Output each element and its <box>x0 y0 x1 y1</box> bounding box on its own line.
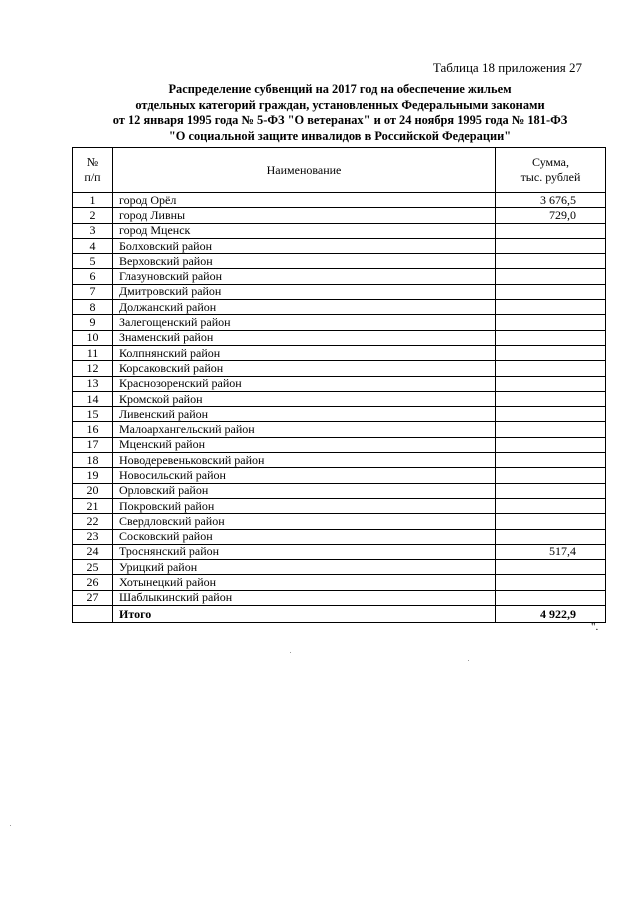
table-row <box>73 437 606 452</box>
row-num: 6 <box>73 269 113 284</box>
table-row <box>73 575 606 590</box>
row-num: 16 <box>73 422 113 437</box>
table-row <box>73 422 606 437</box>
row-name: Шаблыкинский район <box>113 590 496 605</box>
row-sum <box>496 529 606 544</box>
table-row <box>73 208 606 223</box>
row-sum <box>496 238 606 253</box>
total-label: Итого <box>113 606 496 623</box>
title-line-3: от 12 января 1995 года № 5-ФЗ "О ветеранах" и от 24 ноября 1995 года № 181-ФЗ <box>112 113 568 127</box>
row-num: 21 <box>73 498 113 513</box>
table-row <box>73 468 606 483</box>
table-row <box>73 345 606 360</box>
row-num: 15 <box>73 407 113 422</box>
header-sum-line-2: тыс. рублей <box>520 170 581 184</box>
header-num <box>73 148 113 193</box>
row-name: Троснянский район <box>113 544 496 559</box>
row-sum <box>496 590 606 605</box>
row-name: город Мценск <box>113 223 496 238</box>
table-header-row <box>73 148 606 193</box>
row-name: город Орёл <box>113 193 496 208</box>
row-sum <box>496 315 606 330</box>
row-name: Краснозоренский район <box>113 376 496 391</box>
scan-speck <box>10 825 11 826</box>
row-num: 5 <box>73 254 113 269</box>
row-name: Новодеревеньковский район <box>113 453 496 468</box>
row-sum: 729,0 <box>496 208 606 223</box>
table-row <box>73 193 606 208</box>
row-num: 27 <box>73 590 113 605</box>
row-sum <box>496 330 606 345</box>
header-name: Наименование <box>113 148 496 193</box>
table-row <box>73 590 606 605</box>
row-name: Орловский район <box>113 483 496 498</box>
row-sum <box>496 422 606 437</box>
row-name: Дмитровский район <box>113 284 496 299</box>
table-row <box>73 544 606 559</box>
table-row <box>73 560 606 575</box>
row-num: 14 <box>73 391 113 406</box>
row-num: 26 <box>73 575 113 590</box>
table-row <box>73 330 606 345</box>
total-sum: 4 922,9 <box>496 606 606 623</box>
row-sum <box>496 376 606 391</box>
row-name: Покровский район <box>113 498 496 513</box>
row-name: Корсаковский район <box>113 361 496 376</box>
row-num: 1 <box>73 193 113 208</box>
row-name: Свердловский район <box>113 514 496 529</box>
row-num: 7 <box>73 284 113 299</box>
table-row <box>73 514 606 529</box>
row-name: Должанский район <box>113 300 496 315</box>
row-sum <box>496 575 606 590</box>
title-line-2: отдельных категорий граждан, установленных Федеральными законами <box>135 97 545 112</box>
row-num: 20 <box>73 483 113 498</box>
total-row <box>73 606 606 623</box>
row-sum <box>496 468 606 483</box>
scan-speck <box>468 660 469 661</box>
row-num: 22 <box>73 514 113 529</box>
table-row <box>73 453 606 468</box>
row-sum <box>496 514 606 529</box>
row-sum <box>496 483 606 498</box>
row-num: 11 <box>73 345 113 360</box>
row-num: 25 <box>73 560 113 575</box>
row-name: Знаменский район <box>113 330 496 345</box>
row-num: 9 <box>73 315 113 330</box>
table-row <box>73 391 606 406</box>
table-row <box>73 238 606 253</box>
table-row <box>73 284 606 299</box>
row-sum <box>496 345 606 360</box>
row-sum: 517,4 <box>496 544 606 559</box>
row-num: 4 <box>73 238 113 253</box>
row-name: Мценский район <box>113 437 496 452</box>
total-num-cell <box>73 606 113 623</box>
row-num: 18 <box>73 453 113 468</box>
table-row <box>73 361 606 376</box>
row-name: Залегощенский район <box>113 315 496 330</box>
row-sum <box>496 284 606 299</box>
row-sum <box>496 269 606 284</box>
row-num: 3 <box>73 223 113 238</box>
table-row <box>73 407 606 422</box>
row-name: Колпнянский район <box>113 345 496 360</box>
row-num: 24 <box>73 544 113 559</box>
table-row <box>73 529 606 544</box>
table-row <box>73 300 606 315</box>
row-sum <box>496 391 606 406</box>
document-title <box>70 82 610 144</box>
row-sum <box>496 407 606 422</box>
closing-quote: ". <box>591 621 599 633</box>
subsidy-table <box>72 147 606 623</box>
row-sum <box>496 560 606 575</box>
row-name: Урицкий район <box>113 560 496 575</box>
row-name: Глазуновский район <box>113 269 496 284</box>
table-row <box>73 223 606 238</box>
row-name: Новосильский район <box>113 468 496 483</box>
header-num-line-1: № <box>86 155 99 169</box>
row-num: 13 <box>73 376 113 391</box>
row-num: 2 <box>73 208 113 223</box>
row-num: 23 <box>73 529 113 544</box>
row-name: город Ливны <box>113 208 496 223</box>
row-name: Болховский район <box>113 238 496 253</box>
table-caption: Таблица 18 приложения 27 <box>432 60 582 75</box>
row-num: 8 <box>73 300 113 315</box>
scan-speck <box>290 652 291 653</box>
row-name: Верховский район <box>113 254 496 269</box>
title-line-4: "О социальной защите инвалидов в Российской Федерации" <box>168 128 512 143</box>
row-name: Хотынецкий район <box>113 575 496 590</box>
row-num: 19 <box>73 468 113 483</box>
table-row <box>73 254 606 269</box>
row-sum <box>496 498 606 513</box>
row-sum <box>496 453 606 468</box>
row-sum <box>496 300 606 315</box>
row-name: Ливенский район <box>113 407 496 422</box>
row-num: 17 <box>73 437 113 452</box>
row-sum <box>496 223 606 238</box>
row-num: 12 <box>73 361 113 376</box>
row-sum <box>496 361 606 376</box>
row-name: Малоархангельский район <box>113 422 496 437</box>
header-num-line-2: п/п <box>84 170 101 184</box>
title-line-1: Распределение субвенций на 2017 год на обеспечение жильем <box>168 82 512 96</box>
row-num: 10 <box>73 330 113 345</box>
row-name: Сосковский район <box>113 529 496 544</box>
table-row <box>73 269 606 284</box>
row-name: Кромской район <box>113 391 496 406</box>
header-sum-line-1: Сумма, <box>532 155 569 169</box>
table-row <box>73 315 606 330</box>
row-sum: 3 676,5 <box>496 193 606 208</box>
table-row <box>73 483 606 498</box>
row-sum <box>496 437 606 452</box>
row-sum <box>496 254 606 269</box>
header-sum <box>496 148 606 193</box>
table-row <box>73 376 606 391</box>
table-row <box>73 498 606 513</box>
